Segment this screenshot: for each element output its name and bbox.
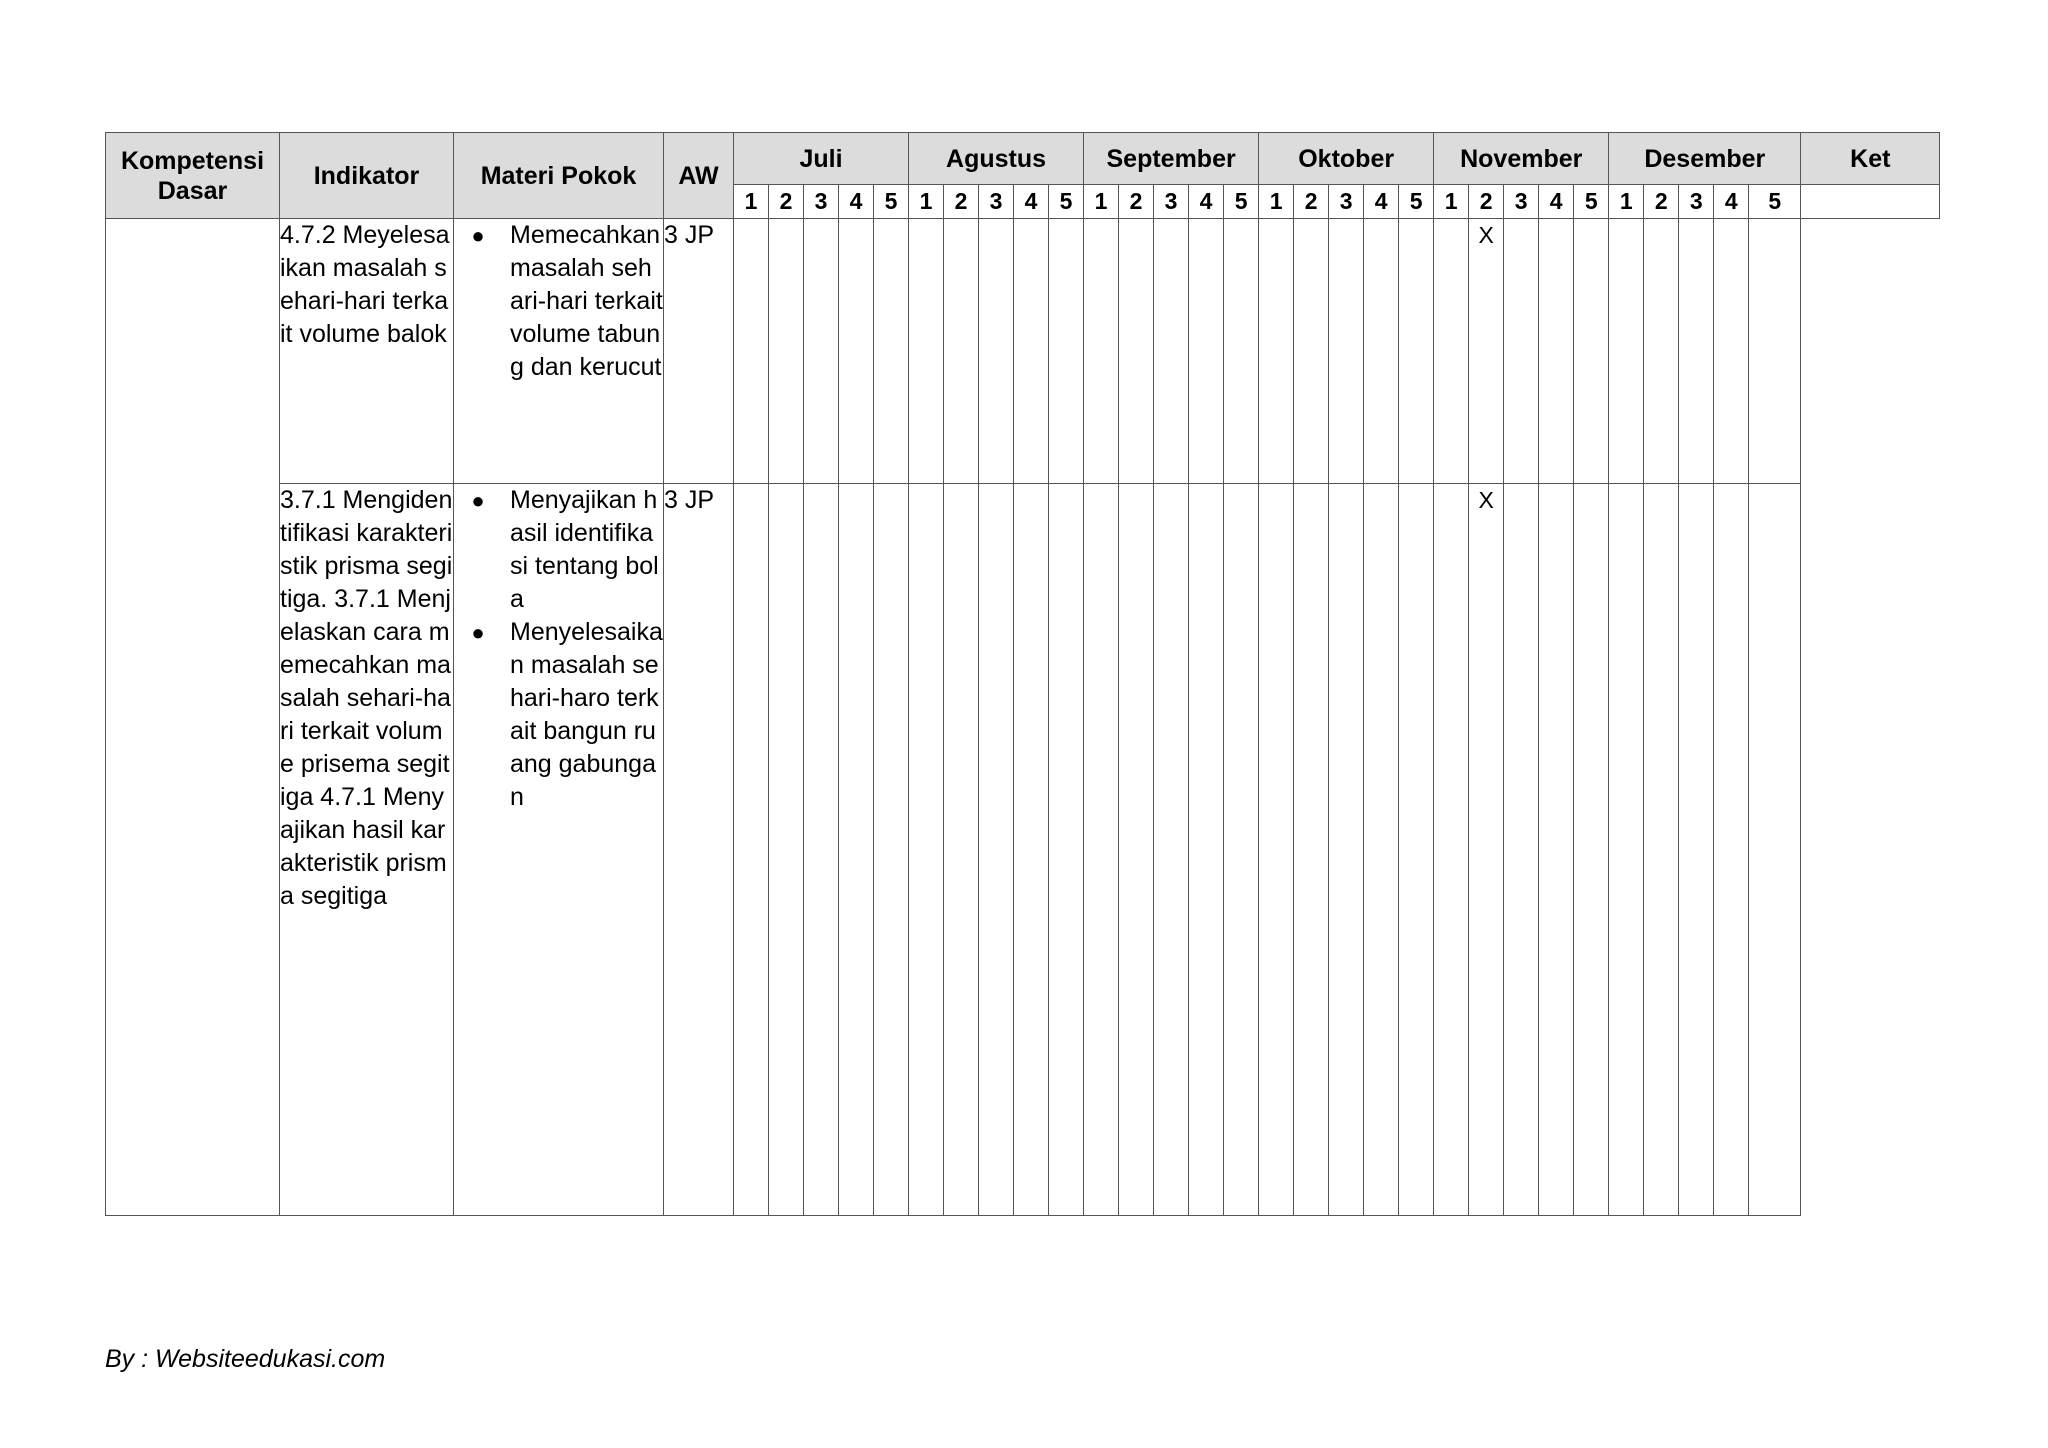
materi-list bbox=[464, 219, 663, 384]
header-week-november-2: 2 bbox=[1469, 185, 1504, 219]
week-cell bbox=[1154, 484, 1189, 1216]
week-cell bbox=[1644, 484, 1679, 1216]
week-cell bbox=[979, 219, 1014, 484]
week-cell bbox=[1084, 219, 1119, 484]
header-week-agustus-2: 2 bbox=[944, 185, 979, 219]
week-cell bbox=[1679, 219, 1714, 484]
header-week-september-1: 1 bbox=[1084, 185, 1119, 219]
week-cell bbox=[874, 484, 909, 1216]
header-week-november-4: 4 bbox=[1539, 185, 1574, 219]
week-cell bbox=[1189, 219, 1224, 484]
header-month-oktober: Oktober bbox=[1259, 133, 1434, 185]
header-week-juli-1: 1 bbox=[734, 185, 769, 219]
header-materi-pokok: Materi Pokok bbox=[454, 133, 664, 219]
week-cell bbox=[1259, 219, 1294, 484]
header-week-september-2: 2 bbox=[1119, 185, 1154, 219]
header-week-juli-4: 4 bbox=[839, 185, 874, 219]
header-week-september-5: 5 bbox=[1224, 185, 1259, 219]
header-week-september-4: 4 bbox=[1189, 185, 1224, 219]
materi-list bbox=[464, 484, 663, 814]
materi-text: Menyajikan hasil identifikasi tentang bola bbox=[510, 486, 659, 613]
week-cell bbox=[1749, 219, 1801, 484]
week-cell bbox=[1189, 484, 1224, 1216]
week-cell bbox=[1329, 219, 1364, 484]
table-row bbox=[106, 484, 1940, 1216]
week-cell bbox=[1644, 219, 1679, 484]
header-aw: AW bbox=[664, 133, 734, 219]
header-ket: Ket bbox=[1801, 133, 1940, 185]
header-week-oktober-4: 4 bbox=[1364, 185, 1399, 219]
header-week-oktober-1: 1 bbox=[1259, 185, 1294, 219]
week-cell bbox=[1154, 219, 1189, 484]
materi-text: Menyelesaikan masalah sehari-haro terkait bangun ruang gabungan bbox=[510, 618, 663, 811]
week-cell bbox=[769, 219, 804, 484]
header-week-desember-3: 3 bbox=[1679, 185, 1714, 219]
kompetensi-dasar-cell bbox=[106, 219, 280, 1216]
header-week-agustus-1: 1 bbox=[909, 185, 944, 219]
week-cell bbox=[874, 219, 909, 484]
header-month-agustus: Agustus bbox=[909, 133, 1084, 185]
week-cell bbox=[1714, 219, 1749, 484]
bullet-dot-icon: ● bbox=[471, 488, 485, 513]
header-week-oktober-5: 5 bbox=[1399, 185, 1434, 219]
header-week-desember-2: 2 bbox=[1644, 185, 1679, 219]
header-week-agustus-4: 4 bbox=[1014, 185, 1049, 219]
header-week-agustus-3: 3 bbox=[979, 185, 1014, 219]
ket-cell bbox=[1801, 185, 1940, 219]
header-week-oktober-3: 3 bbox=[1329, 185, 1364, 219]
week-cell bbox=[979, 484, 1014, 1216]
week-cell bbox=[1539, 219, 1574, 484]
indikator-cell: 3.7.1 Mengidentifikasi karakteristik prisma segitiga. 3.7.1 Menjelaskan cara memecahkan masalah sehari-hari terkait volume prisema segitiga 4.7.1 Menyajikan hasil karakteristik prisma segitiga bbox=[280, 484, 454, 1216]
week-cell bbox=[1294, 219, 1329, 484]
week-cell bbox=[944, 484, 979, 1216]
week-cell bbox=[1049, 219, 1084, 484]
week-cell bbox=[1609, 484, 1644, 1216]
week-cell bbox=[1399, 484, 1434, 1216]
header-month-november: November bbox=[1434, 133, 1609, 185]
header-week-november-5: 5 bbox=[1574, 185, 1609, 219]
week-cell bbox=[1504, 484, 1539, 1216]
week-cell bbox=[1399, 219, 1434, 484]
footer-credit: By : Websiteedukasi.com bbox=[105, 1345, 386, 1373]
week-cell bbox=[1574, 219, 1609, 484]
header-week-juli-3: 3 bbox=[804, 185, 839, 219]
week-cell bbox=[839, 219, 874, 484]
week-cell bbox=[1119, 219, 1154, 484]
materi-text: Memecahkan masalah sehari-hari terkait volume tabung dan kerucut bbox=[510, 221, 663, 381]
week-cell bbox=[734, 484, 769, 1216]
week-cell bbox=[1364, 219, 1399, 484]
table-row bbox=[106, 219, 1940, 484]
bullet-dot-icon: ● bbox=[471, 620, 485, 645]
bullet-dot-icon: ● bbox=[471, 223, 485, 248]
week-cell bbox=[909, 219, 944, 484]
week-cell bbox=[1364, 484, 1399, 1216]
schedule-mark: X bbox=[1469, 219, 1504, 484]
week-cell bbox=[1539, 484, 1574, 1216]
week-cell bbox=[1434, 484, 1469, 1216]
week-cell bbox=[804, 484, 839, 1216]
materi-pokok-cell bbox=[454, 484, 664, 1216]
week-cell bbox=[1504, 219, 1539, 484]
header-week-juli-2: 2 bbox=[769, 185, 804, 219]
list-item bbox=[464, 616, 663, 814]
week-cell bbox=[909, 484, 944, 1216]
header-indikator: Indikator bbox=[280, 133, 454, 219]
header-week-desember-4: 4 bbox=[1714, 185, 1749, 219]
header-month-september: September bbox=[1084, 133, 1259, 185]
header-month-desember: Desember bbox=[1609, 133, 1801, 185]
week-cell bbox=[1329, 484, 1364, 1216]
week-cell bbox=[1119, 484, 1154, 1216]
week-cell bbox=[1014, 484, 1049, 1216]
week-cell bbox=[1679, 484, 1714, 1216]
header-week-desember-5: 5 bbox=[1749, 185, 1801, 219]
week-cell bbox=[839, 484, 874, 1216]
list-item bbox=[464, 484, 663, 616]
week-cell bbox=[944, 219, 979, 484]
indikator-cell: 4.7.2 Meyelesaikan masalah sehari-hari terkait volume balok bbox=[280, 219, 454, 484]
aw-cell: 3 JP bbox=[664, 484, 734, 1216]
week-cell bbox=[804, 219, 839, 484]
week-cell bbox=[1224, 484, 1259, 1216]
week-cell bbox=[1259, 484, 1294, 1216]
week-cell bbox=[1609, 219, 1644, 484]
aw-cell: 3 JP bbox=[664, 219, 734, 484]
header-week-november-1: 1 bbox=[1434, 185, 1469, 219]
week-cell bbox=[734, 219, 769, 484]
week-cell bbox=[1049, 484, 1084, 1216]
week-cell bbox=[1434, 219, 1469, 484]
header-week-november-3: 3 bbox=[1504, 185, 1539, 219]
week-cell bbox=[1574, 484, 1609, 1216]
header-week-desember-1: 1 bbox=[1609, 185, 1644, 219]
list-item bbox=[464, 219, 663, 384]
week-cell bbox=[1714, 484, 1749, 1216]
week-cell bbox=[1294, 484, 1329, 1216]
schedule-table bbox=[105, 132, 1940, 1216]
header-week-september-3: 3 bbox=[1154, 185, 1189, 219]
header-month-juli: Juli bbox=[734, 133, 909, 185]
week-cell bbox=[1084, 484, 1119, 1216]
header-week-agustus-5: 5 bbox=[1049, 185, 1084, 219]
schedule-mark: X bbox=[1469, 484, 1504, 1216]
header-week-juli-5: 5 bbox=[874, 185, 909, 219]
week-cell bbox=[769, 484, 804, 1216]
week-cell bbox=[1749, 484, 1801, 1216]
header-week-oktober-2: 2 bbox=[1294, 185, 1329, 219]
materi-pokok-cell bbox=[454, 219, 664, 484]
week-cell bbox=[1224, 219, 1259, 484]
week-cell bbox=[1014, 219, 1049, 484]
header-kompetensi-dasar: Kompetensi Dasar bbox=[106, 133, 280, 219]
